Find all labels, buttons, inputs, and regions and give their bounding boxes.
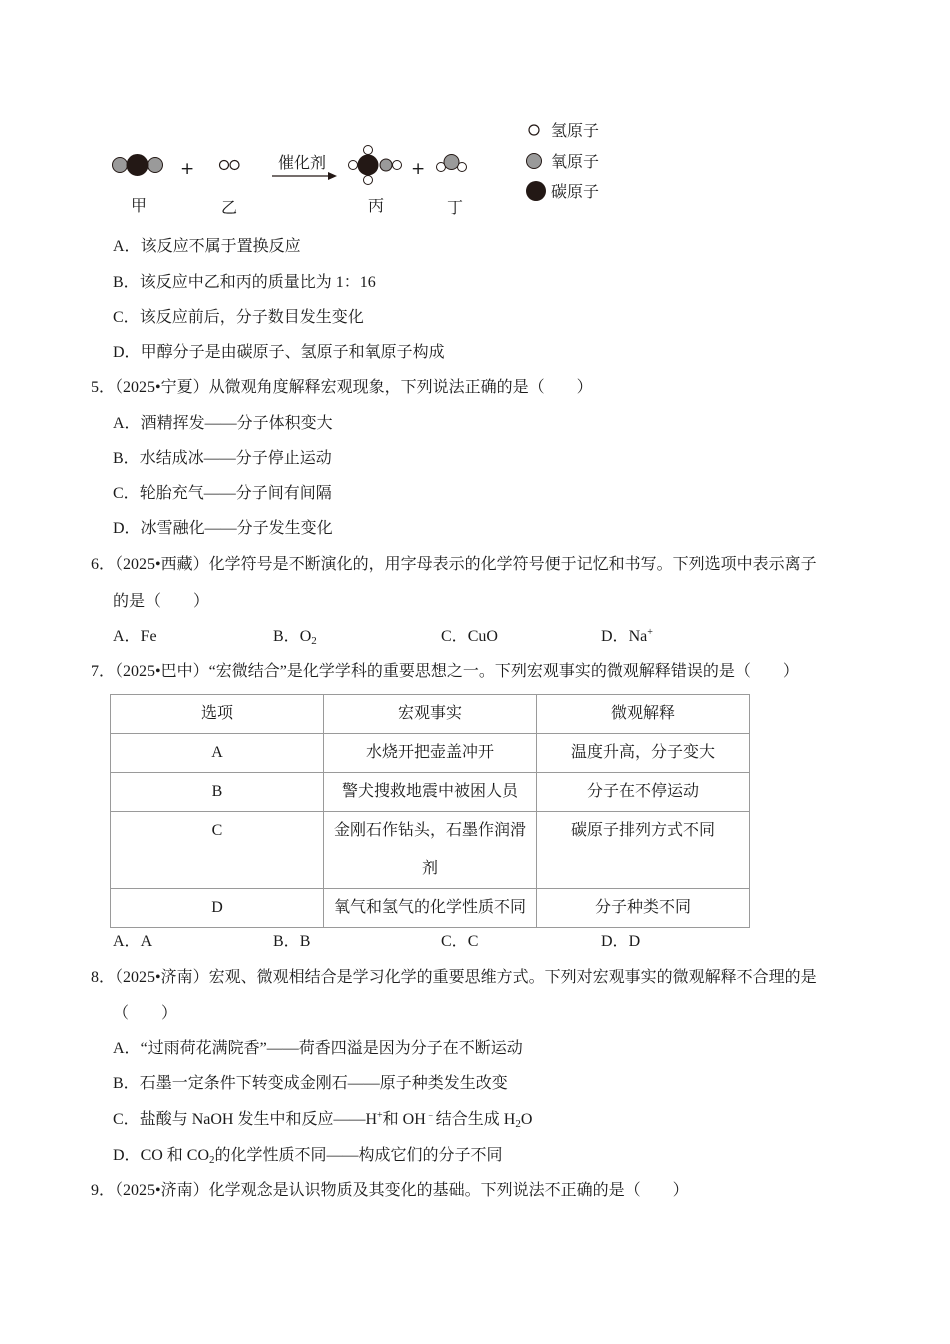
- table-cell: A: [111, 734, 324, 773]
- option-text: 甲醇分子是由碳原子、氢原子和氧原子构成: [140, 344, 445, 361]
- table-cell: B: [111, 773, 324, 812]
- option-text: CuO: [467, 628, 498, 645]
- q8-option-a: [113, 1039, 523, 1059]
- option-text: 的化学性质不同——构成它们的分子不同: [214, 1147, 503, 1164]
- molecule-yi: [220, 161, 240, 170]
- option-letter: A．: [113, 628, 141, 645]
- option-letter: C．: [441, 933, 468, 950]
- legend: [526, 121, 599, 201]
- catalyst-label: 催化剂: [278, 153, 327, 172]
- hydrogen-atom: [230, 161, 239, 170]
- q4-option-d: [113, 343, 445, 363]
- option-letter: D．: [113, 520, 141, 537]
- q6-option-d: [601, 627, 653, 647]
- option-letter: C．: [113, 309, 140, 326]
- reaction-diagram: [100, 110, 620, 225]
- option-letter: B．: [113, 274, 140, 291]
- option-letter: D．: [113, 344, 141, 361]
- q4-option-a: [113, 237, 301, 257]
- table-cell: 分子在不停运动: [537, 773, 750, 812]
- q6-stem: [91, 555, 817, 575]
- label-ding: 丁: [447, 198, 464, 217]
- option-letter: A．: [113, 933, 141, 950]
- molecule-ding: [437, 155, 467, 172]
- carbon-atom: [358, 155, 378, 175]
- table-header-row: [111, 695, 750, 734]
- plus-sign-2: +: [411, 159, 426, 179]
- question-text: （2025•巴中）“宏微结合”是化学学科的重要思想之一。下列宏观事实的微观解释错误的是（ ）: [115, 663, 799, 680]
- table-row: [111, 812, 750, 889]
- option-text: 石墨一定条件下转变成金刚石——原子种类发生改变: [139, 1075, 508, 1092]
- question-text: （2025•西藏）化学符号是不断演化的，用字母表示的化学符号便于记忆和书写。下列选项中表示离子: [115, 556, 817, 573]
- oxygen-atom: [380, 159, 392, 171]
- option-letter: A．: [113, 415, 141, 432]
- table-cell-text: 金刚石作钻头，石墨作润滑剂: [333, 822, 526, 877]
- legend-hydrogen-swatch: [529, 125, 539, 135]
- option-text: 该反应前后，分子数目发生变化: [139, 309, 364, 326]
- subscript: 2: [209, 1154, 215, 1166]
- reaction-arrow: [272, 172, 337, 180]
- question-number: 8．: [91, 969, 116, 986]
- legend-hydrogen-label: 氢原子: [551, 121, 600, 140]
- table-cell: 分子种类不同: [537, 889, 750, 928]
- option-text: Fe: [140, 628, 157, 645]
- option-text: “过雨荷花满院香”——荷香四溢是因为分子在不断运动: [140, 1040, 523, 1057]
- option-letter: C．: [113, 1111, 140, 1128]
- q8-option-b: [113, 1074, 508, 1094]
- carbon-atom: [127, 155, 148, 176]
- option-text: A: [140, 933, 153, 950]
- option-text: 该反应中乙和丙的质量比为 1：16: [139, 274, 376, 291]
- q7-option-a: [113, 932, 152, 952]
- superscript: ﹣: [425, 1110, 436, 1121]
- q5-option-d: [113, 519, 333, 539]
- table-row: [111, 773, 750, 812]
- legend-oxygen-label: 氧原子: [551, 152, 600, 171]
- table-cell: 碳原子排列方式不同: [537, 812, 750, 889]
- option-text: O: [299, 628, 312, 645]
- hydrogen-atom: [364, 176, 373, 185]
- table-row: [111, 734, 750, 773]
- question-number: 5．: [91, 379, 116, 396]
- question-text: （2025•宁夏）从微观角度解释宏观现象，下列说法正确的是（ ）: [115, 379, 593, 396]
- option-text: 酒精挥发——分子体积变大: [140, 415, 333, 432]
- table-cell: 温度升高，分子变大: [537, 734, 750, 773]
- option-text: D: [628, 933, 641, 950]
- question-number: 6．: [91, 556, 116, 573]
- oxygen-atom: [444, 155, 459, 170]
- subscript: 2: [515, 1118, 521, 1130]
- table-header-cell: 选项: [111, 695, 324, 734]
- hydrogen-atom: [364, 146, 373, 155]
- q5-option-c: [113, 484, 332, 504]
- table-cell: D: [111, 889, 324, 928]
- table-cell: C: [111, 812, 324, 889]
- table-cell: 水烧开把壶盖冲开: [324, 734, 537, 773]
- q7-option-b: [273, 932, 310, 952]
- q5-option-b: [113, 449, 332, 469]
- option-letter: B．: [273, 933, 300, 950]
- molecule-bing: [349, 146, 402, 185]
- option-letter: D．: [601, 628, 629, 645]
- q4-option-c: [113, 308, 364, 328]
- hydrogen-atom: [148, 158, 163, 173]
- option-text: 和 OH: [382, 1111, 426, 1128]
- question-number: 7．: [91, 663, 116, 680]
- table-header-cell: 微观解释: [537, 695, 750, 734]
- table-cell: 氧气和氢气的化学性质不同: [324, 889, 537, 928]
- q8-option-c: [113, 1110, 532, 1130]
- option-text: 盐酸与 NaOH 发生中和反应——H: [139, 1111, 378, 1128]
- q7-option-d: [601, 932, 640, 952]
- table-cell: [324, 812, 537, 889]
- option-letter: A．: [113, 238, 141, 255]
- q6-option-c: [441, 627, 498, 647]
- question-text: （2025•济南）化学观念是认识物质及其变化的基础。下列说法不正确的是（ ）: [115, 1182, 689, 1199]
- q4-option-b: [113, 273, 376, 293]
- table-row: [111, 889, 750, 928]
- option-letter: B．: [113, 450, 140, 467]
- option-letter: B．: [113, 1075, 140, 1092]
- q6-option-b: [273, 627, 317, 647]
- legend-carbon-swatch: [526, 181, 546, 201]
- legend-oxygen-swatch: [527, 154, 542, 169]
- option-text: 冰雪融化——分子发生变化: [140, 520, 333, 537]
- option-text: C: [467, 933, 479, 950]
- label-jia: 甲: [131, 196, 148, 215]
- hydrogen-atom: [393, 161, 402, 170]
- option-letter: C．: [441, 628, 468, 645]
- plus-sign-1: +: [180, 159, 195, 179]
- q6-stem-line2: 的是（ ）: [113, 593, 210, 610]
- option-letter: D．: [113, 1147, 141, 1164]
- superscript: +: [377, 1110, 383, 1121]
- option-text: O: [520, 1111, 533, 1128]
- option-letter: B．: [273, 628, 300, 645]
- option-text: 结合生成 H: [435, 1111, 516, 1128]
- q7-option-c: [441, 932, 478, 952]
- label-bing: 丙: [368, 196, 385, 215]
- option-letter: A．: [113, 1040, 141, 1057]
- hydrogen-atom: [220, 161, 229, 170]
- label-yi: 乙: [221, 198, 238, 217]
- superscript: +: [647, 627, 653, 638]
- question-text: （2025•济南）宏观、微观相结合是学习化学的重要思维方式。下列对宏观事实的微观解释不合理的是: [115, 969, 817, 986]
- option-text: Na: [628, 628, 648, 645]
- molecule-jia: [113, 155, 163, 176]
- oxygen-atom: [113, 158, 128, 173]
- subscript: 2: [311, 635, 317, 647]
- q5-stem: [91, 378, 593, 398]
- q5-option-a: [113, 414, 333, 434]
- q8-stem: [91, 968, 817, 988]
- option-text: 该反应不属于置换反应: [140, 238, 301, 255]
- hydrogen-atom: [349, 161, 358, 170]
- q8-stem-line2: （ ）: [113, 1005, 178, 1022]
- option-text: CO 和 CO: [140, 1147, 210, 1164]
- option-letter: D．: [601, 933, 629, 950]
- option-text: 水结成冰——分子停止运动: [139, 450, 332, 467]
- q7-stem: [91, 662, 799, 682]
- q7-table: [110, 694, 750, 928]
- q9-stem: [91, 1181, 689, 1201]
- option-letter: C．: [113, 485, 140, 502]
- table-header-cell: 宏观事实: [324, 695, 537, 734]
- option-text: B: [299, 933, 311, 950]
- q8-option-d: [113, 1146, 503, 1166]
- option-text: 轮胎充气——分子间有间隔: [139, 485, 332, 502]
- table-cell: 警犬搜救地震中被困人员: [324, 773, 537, 812]
- question-number: 9．: [91, 1182, 116, 1199]
- legend-carbon-label: 碳原子: [551, 182, 600, 201]
- q6-option-a: [113, 627, 157, 647]
